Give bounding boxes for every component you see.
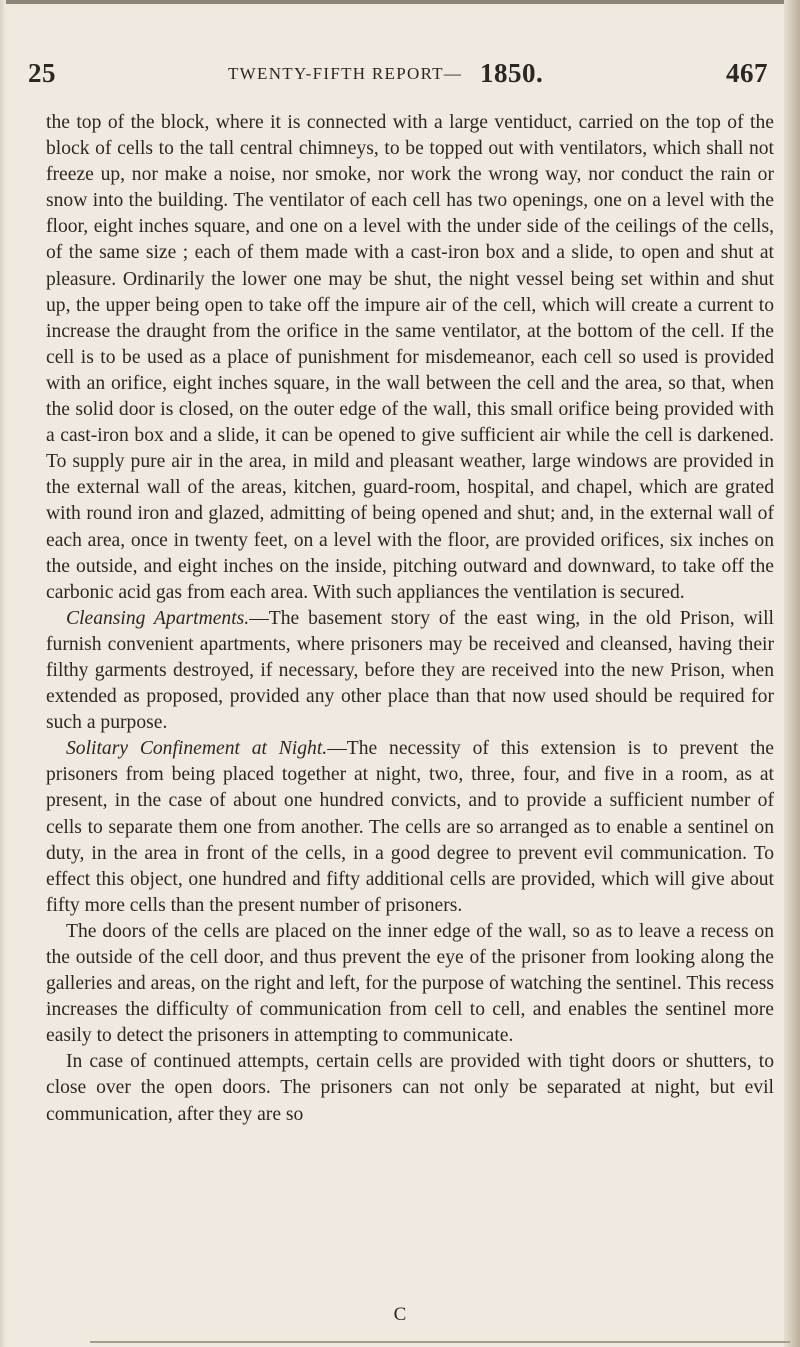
paragraph-text: In case of continued attempts, certain cells are provided with tight doors or shutters, to close over the open doors. The prisoners can not only be separated at night, but evil communication, after they are so: [46, 1051, 774, 1125]
right-scan-edge: [784, 0, 800, 1347]
paragraph-text: —The necessity of this extension is to prevent the prisoners from being placed together at night, two, three, four, and five in a room, as at present, in the case of about one hundred convicts, and to provide a sufficient number of cells to separate them one from another. The cells are so arranged as to enable a sentinel on duty, in the area in front of the cells, in a good degree to prevent evil communication. To effect this object, one hundred and fifty additional cells are provided, which will give about fifty more cells than the present number of prisoners.: [46, 738, 775, 916]
running-header: [28, 58, 768, 92]
paragraph-solitary-confinement: [46, 736, 774, 919]
top-edge-rule: [0, 0, 800, 4]
document-number: 25: [28, 58, 56, 88]
paragraph-ventilation: [46, 110, 774, 606]
paragraph-text: the top of the block, where it is connected with a large ventiduct, carried on the top of the block of cells to the tall central chimneys, to be topped out with ventilators, which shall not freeze up, nor make a noise, nor smoke, nor work the wrong way, nor conduct the rain or snow into the building. The ventilator of each cell has two openings, one on a level with the floor, eight inches square, and one on a level with the under side of the ceilings of the cells, of the same size ; each of them made with a cast-iron box and a slide, to open and shut at pleasure. Ordinarily the lower one may be shut, the night vessel being set within and shut up, the upper being open to take off the impure air of the cell, which will create a current to increase the draught from the orifice in the same ventilator, at the bottom of the cell. If the cell is to be used as a place of punishment for misdemeanor, each cell so used is provided with an orifice, eight inches square, in the wall between the cell and the area, so that, when the solid door is closed, on the outer edge of the wall, this small orifice being provided with a cast-iron box and a slide, it can be opened to give sufficient air while the cell is darkened. To supply pure air in the area, in mild and pleasant weather, large windows are provided in the external wall of the areas, kitchen, guard-room, hospital, and chapel, which are grated with round iron and glazed, admitting of being opened and shut; and, in the external wall of each area, once in twenty feet, on a level with the floor, are provided orifices, six inches on the outside, and eight inches on the inside, pitching outward and downward, to take off the carbonic acid gas from each area. With such appliances the ventilation is secured.: [46, 112, 774, 603]
body-text: [46, 110, 774, 1128]
paragraph-cleansing-apartments: [46, 606, 774, 736]
paragraph-cell-doors: [46, 919, 774, 1049]
running-year: 1850.: [480, 58, 544, 88]
paragraph-continued-attempts: [46, 1049, 774, 1127]
paragraph-text: The doors of the cells are placed on the inner edge of the wall, so as to leave a recess on the outside of the cell door, and thus prevent the eye of the prisoner from looking along the galleries and areas, on the right and left, for the purpose of watching the sentinel. This recess increases the difficulty of communication from cell to cell, and enables the sentinel more easily to detect the prisoners in attempting to communicate.: [46, 920, 774, 1047]
section-heading: Cleansing Apartments.: [66, 607, 250, 629]
page-number: 467: [726, 58, 768, 88]
bottom-edge-rule: [90, 1341, 790, 1343]
paragraph-text: —The basement story of the east wing, in the old Prison, will furnish convenient apartments, where prisoners may be received and cleansed, having their filthy garments destroyed, if necessary, before they are received into the new Prison, when extended as proposed, provided any other place than that now used should be required for such a purpose.: [46, 607, 774, 734]
left-scan-edge: [0, 0, 6, 1347]
signature-mark: C: [393, 1304, 407, 1325]
section-heading: Solitary Confinement at Night.: [66, 738, 328, 760]
running-title: TWENTY-FIFTH REPORT—: [228, 64, 463, 83]
